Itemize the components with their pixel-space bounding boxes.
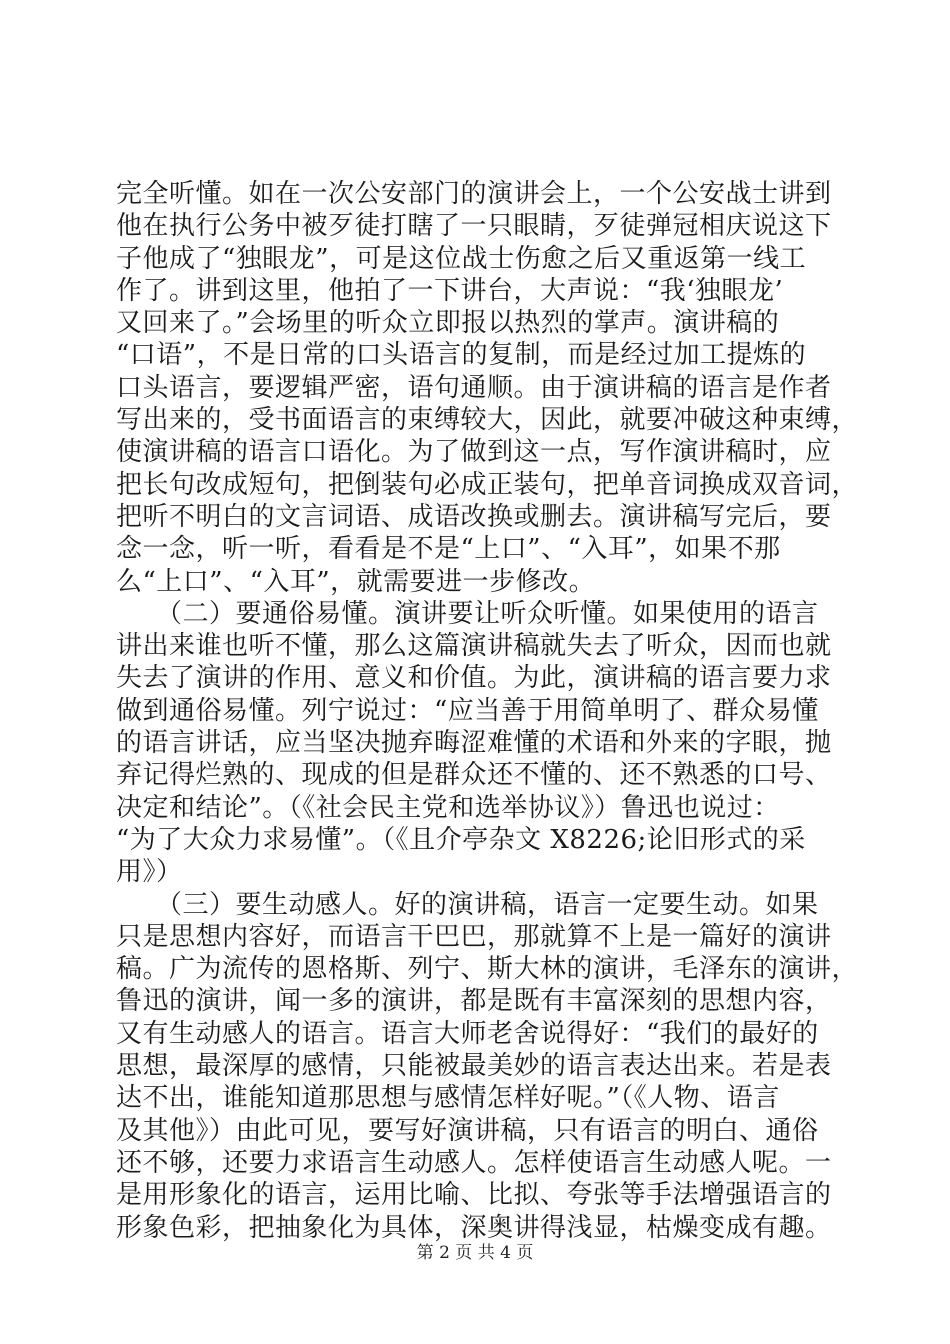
text-line: 讲出来谁也听不懂，那么这篇演讲稿就失去了听众，因而也就 <box>116 631 832 662</box>
text-line: 鲁迅的演讲，闻一多的演讲，都是既有丰富深刻的思想内容， <box>116 986 832 1017</box>
text-line: 使演讲稿的语言口语化。为了做到这一点，写作演讲稿时，应 <box>116 437 832 468</box>
text-line: 思想，最深厚的感情，只能被最美妙的语言表达出来。若是表 <box>116 1051 832 1082</box>
text-line: 子他成了“独眼龙”，可是这位战士伤愈之后又重返第一线工 <box>116 243 807 274</box>
text-line: 把长句改成短句，把倒装句必成正装句，把单音词换成双音词， <box>116 469 859 500</box>
text-line: 么“上口”、“入耳”，就需要进一步修改。 <box>116 566 596 597</box>
text-line: 失去了演讲的作用、意义和价值。为此，演讲稿的语言要力求 <box>116 663 832 694</box>
text-line: 只是思想内容好，而语言干巴巴，那就算不上是一篇好的演讲 <box>116 921 832 952</box>
text-line: 用》） <box>116 857 183 888</box>
text-line: 口头语言，要逻辑严密，语句通顺。由于演讲稿的语言是作者 <box>116 372 832 403</box>
text-line: 达不出，谁能知道那思想与感情怎样好呢。”（《人物、语言 <box>116 1083 780 1114</box>
page-footer: 第 2 页 共 4 页 <box>416 1243 534 1263</box>
text-line: 决定和结论”。（《社会民主党和选举协议》）鲁迅也说过： <box>116 792 780 823</box>
text-line: 是用形象化的语言，运用比喻、比拟、夸张等手法增强语言的 <box>116 1180 832 1211</box>
text-line: “口语”，不是日常的口头语言的复制，而是经过加工提炼的 <box>116 340 807 371</box>
text-line: 念一念，听一听，看看是不是“上口”、“入耳”，如果不那 <box>116 534 781 565</box>
text-line: （三）要生动感人。好的演讲稿，语言一定要生动。如果 <box>116 889 819 920</box>
text-line: 写出来的，受书面语言的束缚较大，因此，就要冲破这种束缚， <box>116 405 859 436</box>
text-line: 的语言讲话，应当坚决抛弃晦涩难懂的术语和外来的字眼，抛 <box>116 728 832 759</box>
body-text <box>116 178 859 1244</box>
text-line: 及其他》）由此可见，要写好演讲稿，只有语言的明白、通俗 <box>116 1115 819 1146</box>
text-line: 弃记得烂熟的、现成的但是群众还不懂的、还不熟悉的口号、 <box>116 760 832 791</box>
text-line: 做到通俗易懂。列宁说过：“应当善于用简单明了、群众易懂 <box>116 695 819 726</box>
text-line: （二）要通俗易懂。演讲要让听众听懂。如果使用的语言 <box>116 598 819 629</box>
text-line: 又有生动感人的语言。语言大师老舍说得好：“我们的最好的 <box>116 1018 819 1049</box>
text-line: 完全听懂。如在一次公安部门的演讲会上，一个公安战士讲到 <box>116 179 832 209</box>
text-line: 还不够，还要力求语言生动感人。怎样使语言生动感人呢。一 <box>116 1147 832 1178</box>
text-line: “为了大众力求易懂”。（《且介亭杂文 X8226;论旧形式的采 <box>116 824 806 855</box>
text-line: 稿。广为流传的恩格斯、列宁、斯大林的演讲，毛泽东的演讲， <box>116 954 859 985</box>
text-line: 作了。讲到这里，他拍了一下讲台，大声说：“我‘独眼龙’ <box>116 275 784 306</box>
text-line: 形象色彩，把抽象化为具体，深奥讲得浅显，枯燥变成有趣。 <box>116 1212 832 1243</box>
text-line: 又回来了。”会场里的听众立即报以热烈的掌声。演讲稿的 <box>116 308 780 339</box>
text-line: 他在执行公务中被歹徒打瞎了一只眼睛，歹徒弹冠相庆说这下 <box>116 211 832 242</box>
text-line: 把听不明白的文言词语、成语改换或删去。演讲稿写完后，要 <box>116 501 832 532</box>
